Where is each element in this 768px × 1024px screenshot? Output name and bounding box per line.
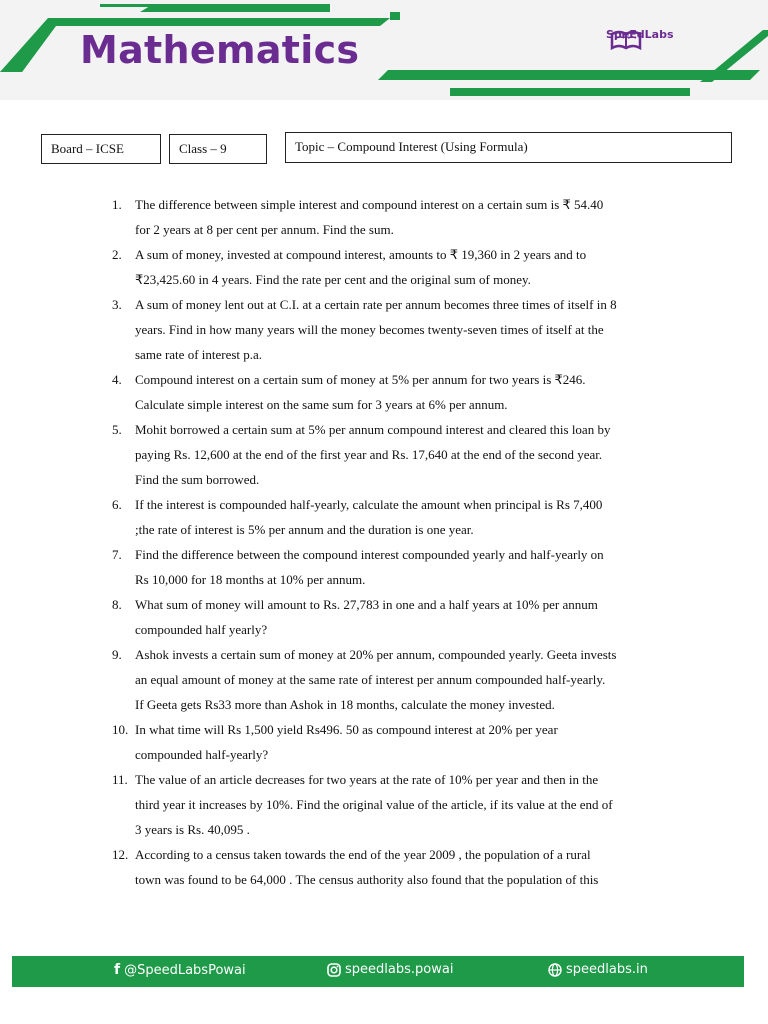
question-text: [135, 492, 698, 542]
question-line: What sum of money will amount to Rs. 27,783 in one and a half years at 10% per annum: [135, 597, 598, 612]
book-icon: [606, 28, 646, 54]
board-box: [41, 134, 161, 164]
question-number: 4.: [112, 372, 122, 387]
question-line: an equal amount of money at the same rate of interest per annum compounded half-yearly.: [135, 672, 606, 687]
question-number: 6.: [112, 497, 122, 512]
question-number: 10.: [112, 722, 129, 737]
question-item: [108, 642, 698, 717]
facebook-handle: @SpeedLabsPowai: [124, 962, 246, 978]
question-item: [108, 242, 698, 292]
question-line: for 2 years at 8 per cent per annum. Find the sum.: [135, 222, 394, 237]
board-label: Board – ICSE: [51, 141, 124, 156]
question-item: [108, 292, 698, 367]
question-line: If Geeta gets Rs33 more than Ashok in 18 months, calculate the money invested.: [135, 697, 555, 712]
question-number: 11.: [112, 772, 128, 787]
page-header: [0, 0, 768, 100]
question-number: 12.: [112, 847, 129, 862]
instagram-handle: speedlabs.powai: [345, 962, 454, 977]
question-number: 7.: [112, 547, 122, 562]
question-item: [108, 767, 698, 842]
page-footer: [12, 956, 744, 987]
topic-label: Topic – Compound Interest (Using Formula): [295, 139, 528, 154]
question-item: [108, 592, 698, 642]
question-line: town was found to be 64,000 . The census authority also found that the population of this: [135, 872, 599, 887]
question-text: [135, 642, 698, 717]
question-line: If the interest is compounded half-yearly, calculate the amount when principal is Rs 7,400: [135, 497, 603, 512]
question-text: [135, 542, 698, 592]
question-line: years. Find in how many years will the money becomes twenty-seven times of itself at the: [135, 322, 604, 337]
question-list: [108, 192, 698, 892]
question-text: [135, 717, 698, 767]
question-text: [135, 842, 698, 892]
question-line: Calculate simple interest on the same sum for 3 years at 6% per annum.: [135, 397, 508, 412]
question-line: Compound interest on a certain sum of money at 5% per annum for two years is ₹246.: [135, 372, 586, 387]
question-line: ;the rate of interest is 5% per annum and the duration is one year.: [135, 522, 474, 537]
question-item: [108, 542, 698, 592]
question-text: [135, 417, 698, 492]
question-line: paying Rs. 12,600 at the end of the first year and Rs. 17,640 at the end of the second year.: [135, 447, 603, 462]
question-line: Ashok invests a certain sum of money at 20% per annum, compounded yearly. Geeta invests: [135, 647, 617, 662]
logo-text: SpeEdLabs: [606, 28, 674, 41]
question-line: Mohit borrowed a certain sum at 5% per annum compound interest and cleared this loan by: [135, 422, 611, 437]
page-title: Mathematics: [80, 28, 360, 72]
question-line: A sum of money lent out at C.I. at a certain rate per annum becomes three times of itself in 8: [135, 297, 617, 312]
website-url: speedlabs.in: [566, 962, 648, 977]
question-item: [108, 717, 698, 767]
question-line: In what time will Rs 1,500 yield Rs496. 50 as compound interest at 20% per year: [135, 722, 558, 737]
question-line: third year it increases by 10%. Find the original value of the article, if its value at the end of: [135, 797, 613, 812]
speedlabs-logo: [606, 28, 674, 41]
class-box: [169, 134, 267, 164]
question-line: A sum of money, invested at compound interest, amounts to ₹ 19,360 in 2 years and to: [135, 247, 587, 262]
question-line: compounded half-yearly?: [135, 747, 269, 762]
question-text: [135, 767, 698, 842]
question-number: 3.: [112, 297, 122, 312]
question-item: [108, 417, 698, 492]
question-item: [108, 492, 698, 542]
website-link[interactable]: [548, 962, 648, 977]
facebook-link[interactable]: [114, 962, 246, 978]
question-line: Find the sum borrowed.: [135, 472, 260, 487]
question-text: [135, 292, 698, 367]
question-item: [108, 842, 698, 892]
question-item: [108, 367, 698, 417]
question-line: According to a census taken towards the end of the year 2009 , the population of a rural: [135, 847, 591, 862]
question-text: [135, 242, 698, 292]
question-number: 5.: [112, 422, 122, 437]
question-number: 9.: [112, 647, 122, 662]
question-line: ₹23,425.60 in 4 years. Find the rate per cent and the original sum of money.: [135, 272, 531, 287]
question-line: same rate of interest p.a.: [135, 347, 263, 362]
instagram-icon: [327, 963, 341, 977]
globe-icon: [548, 963, 562, 977]
question-line: Find the difference between the compound interest compounded yearly and half-yearly on: [135, 547, 604, 562]
instagram-link[interactable]: [327, 962, 453, 977]
question-text: [135, 192, 698, 242]
question-text: [135, 367, 698, 417]
question-line: The value of an article decreases for two years at the rate of 10% per year and then in the: [135, 772, 599, 787]
facebook-icon: f: [114, 962, 121, 978]
question-number: 2.: [112, 247, 122, 262]
question-text: [135, 592, 698, 642]
question-line: 3 years is Rs. 40,095 .: [135, 822, 250, 837]
class-label: Class – 9: [179, 141, 227, 156]
question-line: The difference between simple interest and compound interest on a certain sum is ₹ 54.40: [135, 197, 604, 212]
question-line: Rs 10,000 for 18 months at 10% per annum.: [135, 572, 366, 587]
question-line: compounded half yearly?: [135, 622, 268, 637]
topic-box: [285, 132, 732, 163]
question-item: [108, 192, 698, 242]
question-number: 1.: [112, 197, 122, 212]
question-number: 8.: [112, 597, 122, 612]
